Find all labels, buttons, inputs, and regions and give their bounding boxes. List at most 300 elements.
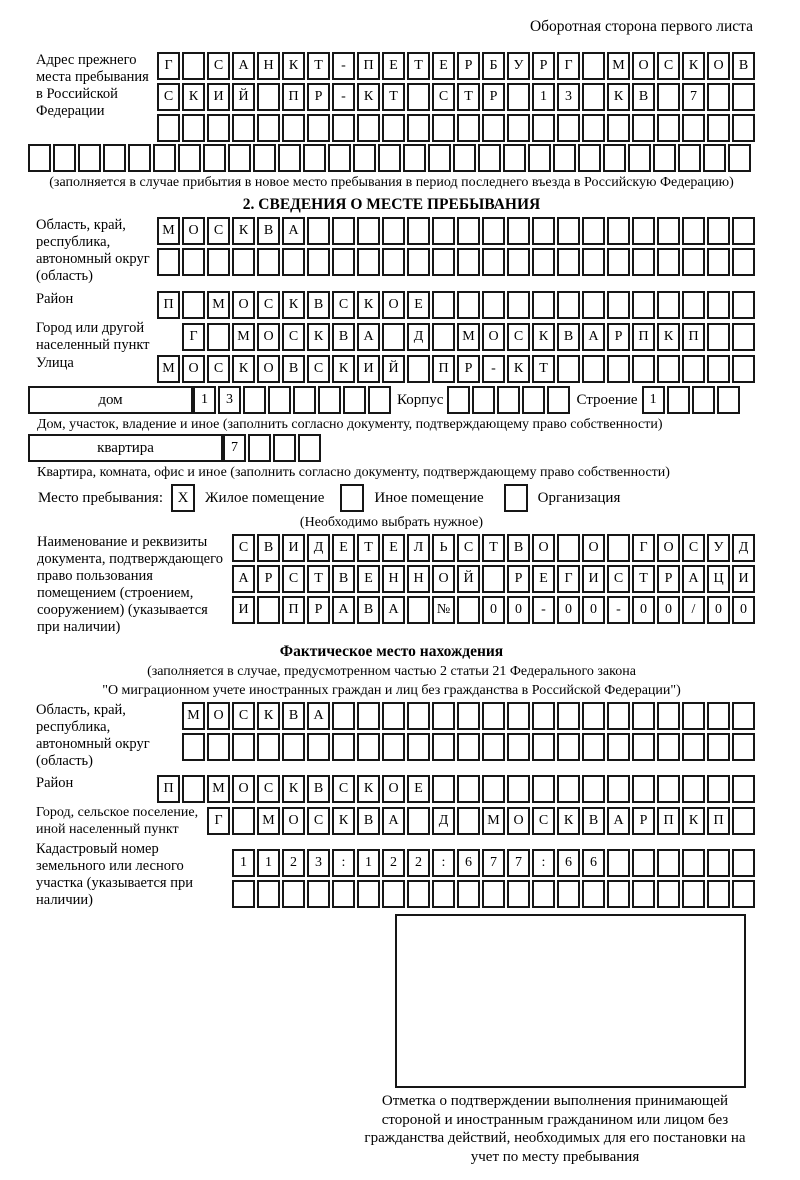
char-cell[interactable]: Й bbox=[382, 355, 405, 383]
char-cell[interactable] bbox=[728, 144, 751, 172]
char-cell[interactable] bbox=[307, 880, 330, 908]
char-cell[interactable] bbox=[332, 880, 355, 908]
char-cell[interactable] bbox=[407, 217, 430, 245]
char-cell[interactable] bbox=[407, 114, 430, 142]
char-cell[interactable]: К bbox=[257, 702, 280, 730]
char-cell[interactable]: С bbox=[532, 807, 555, 835]
char-cell[interactable]: С bbox=[232, 534, 255, 562]
char-cell[interactable] bbox=[507, 880, 530, 908]
char-cell[interactable] bbox=[557, 775, 580, 803]
char-cell[interactable] bbox=[482, 880, 505, 908]
char-cell[interactable]: : bbox=[332, 849, 355, 877]
char-cell[interactable]: Т bbox=[307, 565, 330, 593]
char-cell[interactable]: К bbox=[332, 355, 355, 383]
char-cell[interactable]: О bbox=[282, 807, 305, 835]
char-cell[interactable] bbox=[682, 702, 705, 730]
char-cell[interactable] bbox=[382, 702, 405, 730]
char-cell[interactable]: О bbox=[482, 323, 505, 351]
char-cell[interactable] bbox=[182, 52, 205, 80]
char-cell[interactable] bbox=[307, 733, 330, 761]
char-cell[interactable]: В bbox=[257, 534, 280, 562]
char-cell[interactable] bbox=[657, 733, 680, 761]
char-cell[interactable]: Н bbox=[257, 52, 280, 80]
char-cell[interactable]: 0 bbox=[657, 596, 680, 624]
char-cell[interactable] bbox=[632, 733, 655, 761]
char-cell[interactable] bbox=[557, 534, 580, 562]
char-cell[interactable] bbox=[657, 114, 680, 142]
char-cell[interactable] bbox=[582, 702, 605, 730]
char-cell[interactable] bbox=[732, 114, 755, 142]
char-cell[interactable]: В bbox=[557, 323, 580, 351]
char-cell[interactable]: В bbox=[732, 52, 755, 80]
char-cell[interactable] bbox=[732, 217, 755, 245]
char-cell[interactable]: - bbox=[532, 596, 555, 624]
char-cell[interactable]: В bbox=[357, 807, 380, 835]
char-cell[interactable] bbox=[232, 114, 255, 142]
char-cell[interactable] bbox=[582, 114, 605, 142]
char-cell[interactable]: М bbox=[182, 702, 205, 730]
char-cell[interactable] bbox=[557, 880, 580, 908]
residence-checkbox-inoe[interactable] bbox=[340, 484, 364, 512]
char-cell[interactable] bbox=[582, 775, 605, 803]
char-cell[interactable] bbox=[532, 114, 555, 142]
char-cell[interactable]: О bbox=[707, 52, 730, 80]
char-cell[interactable] bbox=[632, 849, 655, 877]
char-cell[interactable] bbox=[343, 386, 366, 414]
char-cell[interactable]: 0 bbox=[732, 596, 755, 624]
char-cell[interactable] bbox=[582, 355, 605, 383]
char-cell[interactable] bbox=[557, 702, 580, 730]
char-cell[interactable] bbox=[428, 144, 451, 172]
char-cell[interactable] bbox=[78, 144, 101, 172]
char-cell[interactable]: М bbox=[207, 291, 230, 319]
char-cell[interactable] bbox=[682, 880, 705, 908]
char-cell[interactable]: П bbox=[157, 291, 180, 319]
char-cell[interactable]: О bbox=[257, 355, 280, 383]
char-cell[interactable]: Т bbox=[307, 52, 330, 80]
char-cell[interactable] bbox=[632, 775, 655, 803]
char-cell[interactable] bbox=[497, 386, 520, 414]
char-cell[interactable]: П bbox=[357, 52, 380, 80]
char-cell[interactable] bbox=[182, 775, 205, 803]
char-cell[interactable]: И bbox=[582, 565, 605, 593]
char-cell[interactable]: 0 bbox=[707, 596, 730, 624]
char-cell[interactable]: Т bbox=[457, 83, 480, 111]
char-cell[interactable]: С bbox=[207, 355, 230, 383]
char-cell[interactable]: 7 bbox=[223, 434, 246, 462]
char-cell[interactable]: С bbox=[207, 217, 230, 245]
char-cell[interactable]: С bbox=[682, 534, 705, 562]
char-cell[interactable]: Ь bbox=[432, 534, 455, 562]
char-cell[interactable]: О bbox=[582, 534, 605, 562]
char-cell[interactable] bbox=[657, 217, 680, 245]
residence-checkbox-organizatsiya[interactable] bbox=[504, 484, 528, 512]
char-cell[interactable]: Р bbox=[657, 565, 680, 593]
char-cell[interactable] bbox=[632, 702, 655, 730]
char-cell[interactable] bbox=[557, 114, 580, 142]
char-cell[interactable] bbox=[482, 114, 505, 142]
char-cell[interactable] bbox=[482, 702, 505, 730]
char-cell[interactable] bbox=[732, 807, 755, 835]
char-cell[interactable]: Т bbox=[407, 52, 430, 80]
char-cell[interactable]: Е bbox=[532, 565, 555, 593]
char-cell[interactable] bbox=[707, 702, 730, 730]
char-cell[interactable]: И bbox=[207, 83, 230, 111]
char-cell[interactable]: В bbox=[332, 565, 355, 593]
char-cell[interactable] bbox=[257, 596, 280, 624]
char-cell[interactable] bbox=[128, 144, 151, 172]
char-cell[interactable] bbox=[257, 248, 280, 276]
char-cell[interactable] bbox=[653, 144, 676, 172]
char-cell[interactable]: П bbox=[707, 807, 730, 835]
char-cell[interactable] bbox=[257, 880, 280, 908]
char-cell[interactable]: М bbox=[482, 807, 505, 835]
char-cell[interactable]: 6 bbox=[557, 849, 580, 877]
char-cell[interactable]: П bbox=[657, 807, 680, 835]
char-cell[interactable]: В bbox=[282, 355, 305, 383]
char-cell[interactable]: С bbox=[332, 775, 355, 803]
char-cell[interactable] bbox=[232, 733, 255, 761]
char-cell[interactable]: 0 bbox=[632, 596, 655, 624]
char-cell[interactable] bbox=[182, 291, 205, 319]
char-cell[interactable]: С bbox=[432, 83, 455, 111]
char-cell[interactable] bbox=[657, 880, 680, 908]
char-cell[interactable] bbox=[507, 114, 530, 142]
char-cell[interactable] bbox=[357, 248, 380, 276]
char-cell[interactable] bbox=[507, 733, 530, 761]
char-cell[interactable] bbox=[278, 144, 301, 172]
char-cell[interactable]: А bbox=[682, 565, 705, 593]
char-cell[interactable] bbox=[707, 217, 730, 245]
char-cell[interactable] bbox=[298, 434, 321, 462]
char-cell[interactable] bbox=[557, 291, 580, 319]
char-cell[interactable] bbox=[478, 144, 501, 172]
char-cell[interactable] bbox=[532, 775, 555, 803]
char-cell[interactable]: А bbox=[382, 807, 405, 835]
char-cell[interactable] bbox=[657, 849, 680, 877]
confirmation-stamp-box[interactable] bbox=[395, 914, 746, 1088]
char-cell[interactable]: П bbox=[282, 596, 305, 624]
char-cell[interactable] bbox=[407, 248, 430, 276]
char-cell[interactable]: Т bbox=[382, 83, 405, 111]
char-cell[interactable] bbox=[457, 114, 480, 142]
char-cell[interactable]: Й bbox=[232, 83, 255, 111]
char-cell[interactable]: К bbox=[682, 807, 705, 835]
char-cell[interactable]: 1 bbox=[232, 849, 255, 877]
char-cell[interactable] bbox=[582, 733, 605, 761]
char-cell[interactable]: К bbox=[232, 217, 255, 245]
char-cell[interactable] bbox=[407, 702, 430, 730]
char-cell[interactable] bbox=[253, 144, 276, 172]
char-cell[interactable] bbox=[607, 880, 630, 908]
char-cell[interactable] bbox=[332, 114, 355, 142]
char-cell[interactable] bbox=[378, 144, 401, 172]
char-cell[interactable] bbox=[257, 114, 280, 142]
char-cell[interactable] bbox=[207, 248, 230, 276]
char-cell[interactable]: - bbox=[332, 52, 355, 80]
char-cell[interactable] bbox=[28, 144, 51, 172]
char-cell[interactable] bbox=[707, 880, 730, 908]
char-cell[interactable] bbox=[717, 386, 740, 414]
char-cell[interactable] bbox=[328, 144, 351, 172]
char-cell[interactable] bbox=[582, 52, 605, 80]
char-cell[interactable] bbox=[528, 144, 551, 172]
char-cell[interactable] bbox=[507, 291, 530, 319]
char-cell[interactable]: Г bbox=[557, 52, 580, 80]
char-cell[interactable] bbox=[703, 144, 726, 172]
char-cell[interactable]: Ц bbox=[707, 565, 730, 593]
char-cell[interactable] bbox=[457, 807, 480, 835]
char-cell[interactable]: К bbox=[557, 807, 580, 835]
char-cell[interactable]: Й bbox=[457, 565, 480, 593]
char-cell[interactable]: В bbox=[307, 775, 330, 803]
char-cell[interactable]: Г bbox=[157, 52, 180, 80]
char-cell[interactable] bbox=[232, 880, 255, 908]
char-cell[interactable]: А bbox=[282, 217, 305, 245]
char-cell[interactable]: Д bbox=[307, 534, 330, 562]
char-cell[interactable] bbox=[432, 291, 455, 319]
char-cell[interactable]: Р bbox=[632, 807, 655, 835]
char-cell[interactable] bbox=[307, 114, 330, 142]
char-cell[interactable] bbox=[482, 733, 505, 761]
char-cell[interactable]: Б bbox=[482, 52, 505, 80]
char-cell[interactable]: М bbox=[457, 323, 480, 351]
char-cell[interactable]: В bbox=[307, 291, 330, 319]
char-cell[interactable] bbox=[732, 733, 755, 761]
char-cell[interactable] bbox=[657, 775, 680, 803]
char-cell[interactable]: 3 bbox=[218, 386, 241, 414]
char-cell[interactable]: В bbox=[332, 323, 355, 351]
char-cell[interactable] bbox=[157, 114, 180, 142]
char-cell[interactable]: М bbox=[207, 775, 230, 803]
char-cell[interactable] bbox=[457, 248, 480, 276]
char-cell[interactable] bbox=[582, 248, 605, 276]
char-cell[interactable]: Д bbox=[432, 807, 455, 835]
char-cell[interactable] bbox=[657, 355, 680, 383]
char-cell[interactable] bbox=[632, 291, 655, 319]
char-cell[interactable] bbox=[432, 323, 455, 351]
char-cell[interactable] bbox=[232, 248, 255, 276]
char-cell[interactable]: С bbox=[157, 83, 180, 111]
char-cell[interactable]: Г bbox=[182, 323, 205, 351]
char-cell[interactable]: И bbox=[357, 355, 380, 383]
char-cell[interactable]: В bbox=[632, 83, 655, 111]
char-cell[interactable]: Р bbox=[532, 52, 555, 80]
char-cell[interactable]: С bbox=[257, 291, 280, 319]
char-cell[interactable] bbox=[607, 355, 630, 383]
char-cell[interactable] bbox=[203, 144, 226, 172]
char-cell[interactable] bbox=[357, 880, 380, 908]
char-cell[interactable]: № bbox=[432, 596, 455, 624]
char-cell[interactable] bbox=[232, 807, 255, 835]
char-cell[interactable]: А bbox=[232, 565, 255, 593]
char-cell[interactable] bbox=[607, 775, 630, 803]
char-cell[interactable]: П bbox=[282, 83, 305, 111]
char-cell[interactable]: В bbox=[257, 217, 280, 245]
char-cell[interactable] bbox=[447, 386, 470, 414]
char-cell[interactable]: О bbox=[432, 565, 455, 593]
char-cell[interactable] bbox=[407, 83, 430, 111]
char-cell[interactable]: 0 bbox=[507, 596, 530, 624]
char-cell[interactable] bbox=[732, 248, 755, 276]
char-cell[interactable]: П bbox=[632, 323, 655, 351]
char-cell[interactable]: Р bbox=[482, 83, 505, 111]
char-cell[interactable]: 3 bbox=[557, 83, 580, 111]
char-cell[interactable]: К bbox=[332, 807, 355, 835]
char-cell[interactable]: : bbox=[532, 849, 555, 877]
char-cell[interactable] bbox=[707, 83, 730, 111]
char-cell[interactable]: И bbox=[282, 534, 305, 562]
char-cell[interactable] bbox=[318, 386, 341, 414]
char-cell[interactable] bbox=[482, 565, 505, 593]
char-cell[interactable] bbox=[628, 144, 651, 172]
char-cell[interactable]: О bbox=[382, 291, 405, 319]
char-cell[interactable]: - bbox=[607, 596, 630, 624]
char-cell[interactable]: М bbox=[232, 323, 255, 351]
char-cell[interactable] bbox=[432, 775, 455, 803]
char-cell[interactable] bbox=[532, 702, 555, 730]
char-cell[interactable]: Е bbox=[357, 565, 380, 593]
char-cell[interactable]: 7 bbox=[682, 83, 705, 111]
char-cell[interactable]: 0 bbox=[582, 596, 605, 624]
char-cell[interactable] bbox=[243, 386, 266, 414]
char-cell[interactable] bbox=[507, 702, 530, 730]
char-cell[interactable]: Н bbox=[407, 565, 430, 593]
char-cell[interactable] bbox=[332, 733, 355, 761]
char-cell[interactable] bbox=[178, 144, 201, 172]
char-cell[interactable] bbox=[282, 733, 305, 761]
char-cell[interactable] bbox=[432, 114, 455, 142]
char-cell[interactable]: Т bbox=[357, 534, 380, 562]
char-cell[interactable]: 6 bbox=[457, 849, 480, 877]
char-cell[interactable]: Р bbox=[257, 565, 280, 593]
char-cell[interactable] bbox=[248, 434, 271, 462]
char-cell[interactable]: К bbox=[307, 323, 330, 351]
char-cell[interactable]: С bbox=[207, 52, 230, 80]
char-cell[interactable] bbox=[182, 733, 205, 761]
char-cell[interactable] bbox=[357, 733, 380, 761]
char-cell[interactable]: Р bbox=[607, 323, 630, 351]
char-cell[interactable] bbox=[732, 323, 755, 351]
char-cell[interactable] bbox=[507, 217, 530, 245]
char-cell[interactable]: О bbox=[232, 775, 255, 803]
char-cell[interactable] bbox=[307, 248, 330, 276]
char-cell[interactable] bbox=[632, 880, 655, 908]
char-cell[interactable] bbox=[457, 596, 480, 624]
char-cell[interactable]: 1 bbox=[357, 849, 380, 877]
char-cell[interactable] bbox=[407, 733, 430, 761]
char-cell[interactable] bbox=[457, 291, 480, 319]
kvartira-field-label[interactable]: квартира bbox=[28, 434, 223, 462]
char-cell[interactable]: С bbox=[307, 355, 330, 383]
char-cell[interactable]: 7 bbox=[507, 849, 530, 877]
char-cell[interactable] bbox=[632, 217, 655, 245]
char-cell[interactable] bbox=[682, 248, 705, 276]
char-cell[interactable]: О bbox=[232, 291, 255, 319]
char-cell[interactable] bbox=[382, 248, 405, 276]
char-cell[interactable] bbox=[357, 114, 380, 142]
char-cell[interactable] bbox=[657, 83, 680, 111]
char-cell[interactable]: О bbox=[657, 534, 680, 562]
char-cell[interactable] bbox=[607, 534, 630, 562]
char-cell[interactable] bbox=[692, 386, 715, 414]
char-cell[interactable] bbox=[153, 144, 176, 172]
char-cell[interactable]: А bbox=[232, 52, 255, 80]
char-cell[interactable] bbox=[182, 114, 205, 142]
char-cell[interactable] bbox=[457, 733, 480, 761]
char-cell[interactable]: К bbox=[607, 83, 630, 111]
char-cell[interactable]: 0 bbox=[557, 596, 580, 624]
char-cell[interactable] bbox=[457, 217, 480, 245]
char-cell[interactable]: 0 bbox=[482, 596, 505, 624]
char-cell[interactable]: А bbox=[332, 596, 355, 624]
char-cell[interactable]: А bbox=[357, 323, 380, 351]
char-cell[interactable]: В bbox=[357, 596, 380, 624]
char-cell[interactable]: К bbox=[357, 775, 380, 803]
char-cell[interactable]: : bbox=[432, 849, 455, 877]
char-cell[interactable] bbox=[582, 291, 605, 319]
char-cell[interactable] bbox=[732, 880, 755, 908]
char-cell[interactable] bbox=[432, 702, 455, 730]
char-cell[interactable] bbox=[407, 807, 430, 835]
char-cell[interactable] bbox=[353, 144, 376, 172]
char-cell[interactable] bbox=[382, 217, 405, 245]
char-cell[interactable] bbox=[657, 702, 680, 730]
char-cell[interactable]: С bbox=[607, 565, 630, 593]
char-cell[interactable] bbox=[678, 144, 701, 172]
char-cell[interactable] bbox=[432, 248, 455, 276]
char-cell[interactable]: С bbox=[282, 323, 305, 351]
char-cell[interactable] bbox=[332, 702, 355, 730]
char-cell[interactable] bbox=[657, 291, 680, 319]
char-cell[interactable]: М bbox=[257, 807, 280, 835]
char-cell[interactable]: Д bbox=[407, 323, 430, 351]
char-cell[interactable] bbox=[407, 880, 430, 908]
char-cell[interactable]: В bbox=[507, 534, 530, 562]
char-cell[interactable] bbox=[707, 114, 730, 142]
char-cell[interactable] bbox=[682, 114, 705, 142]
char-cell[interactable]: С bbox=[232, 702, 255, 730]
char-cell[interactable]: А bbox=[307, 702, 330, 730]
char-cell[interactable] bbox=[532, 733, 555, 761]
char-cell[interactable]: П bbox=[682, 323, 705, 351]
char-cell[interactable] bbox=[667, 386, 690, 414]
char-cell[interactable]: С bbox=[307, 807, 330, 835]
char-cell[interactable] bbox=[53, 144, 76, 172]
char-cell[interactable] bbox=[457, 880, 480, 908]
char-cell[interactable] bbox=[607, 733, 630, 761]
char-cell[interactable] bbox=[582, 217, 605, 245]
char-cell[interactable] bbox=[732, 849, 755, 877]
char-cell[interactable]: 1 bbox=[532, 83, 555, 111]
char-cell[interactable] bbox=[707, 291, 730, 319]
char-cell[interactable] bbox=[707, 775, 730, 803]
char-cell[interactable]: Е bbox=[407, 291, 430, 319]
char-cell[interactable] bbox=[482, 291, 505, 319]
char-cell[interactable] bbox=[582, 880, 605, 908]
char-cell[interactable] bbox=[682, 217, 705, 245]
char-cell[interactable] bbox=[557, 733, 580, 761]
char-cell[interactable] bbox=[732, 775, 755, 803]
char-cell[interactable]: 1 bbox=[257, 849, 280, 877]
char-cell[interactable]: Е bbox=[382, 534, 405, 562]
char-cell[interactable]: / bbox=[682, 596, 705, 624]
char-cell[interactable]: Г bbox=[557, 565, 580, 593]
char-cell[interactable] bbox=[257, 83, 280, 111]
char-cell[interactable]: К bbox=[682, 52, 705, 80]
char-cell[interactable]: О bbox=[382, 775, 405, 803]
char-cell[interactable] bbox=[228, 144, 251, 172]
